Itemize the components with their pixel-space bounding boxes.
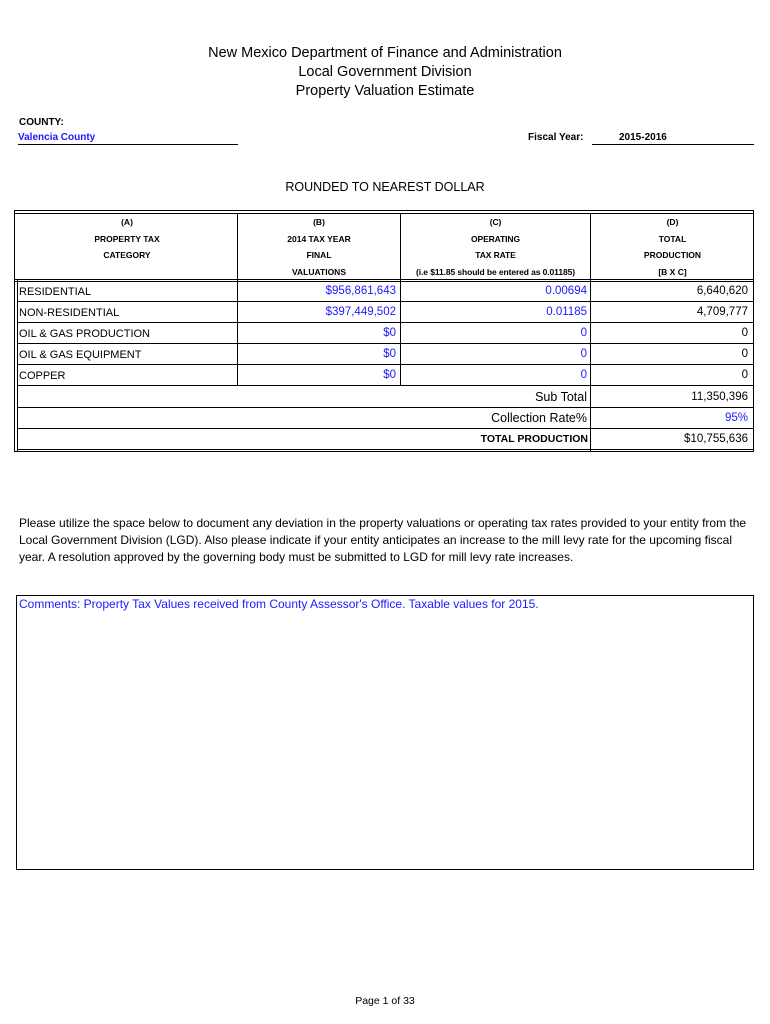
fiscal-year-field[interactable]: 2015-2016 (592, 132, 754, 145)
page-number: Page 1 of 33 (355, 995, 415, 1007)
form-title-line2: Local Government Division (298, 64, 472, 80)
row-rule (17, 449, 754, 450)
category-cell: COPPER (19, 370, 66, 382)
county-field[interactable]: Valencia County (18, 132, 238, 145)
valuation-cell[interactable]: $397,449,502 (325, 306, 396, 318)
fiscal-year-label: Fiscal Year: (528, 132, 584, 143)
production-cell: 0 (741, 348, 748, 360)
column-header-c: (C) OPERATING TAX RATE (i.e $11.85 should be entered as 0.01185) (416, 217, 575, 277)
valuation-cell[interactable]: $956,861,643 (325, 285, 396, 297)
column-header-d: (D) TOTAL PRODUCTION [B X C] (643, 217, 702, 277)
category-cell: NON-RESIDENTIAL (19, 307, 120, 319)
subtotal-value: 11,350,396 (691, 391, 748, 403)
total-production-value: $10,755,636 (684, 433, 748, 445)
collection-rate-label: Collection Rate% (491, 411, 587, 425)
production-cell: 0 (741, 369, 748, 381)
row-rule (17, 385, 754, 386)
form-title-line3: Property Valuation Estimate (295, 83, 475, 99)
production-cell: 0 (741, 327, 748, 339)
comments-box[interactable] (16, 595, 754, 870)
rate-cell[interactable]: 0.01185 (546, 306, 587, 318)
instructions-paragraph: Please utilize the space below to document any deviation in the property valuations or operating tax rates provided to your entity from the Local Government Division (LGD). Also please indicate if your entity anticipates an increase to the mill levy rate for the upcoming fiscal year. A resolution approved by the governing body must be submitted to LGD for mill levy rate increases. (19, 516, 747, 564)
county-label: COUNTY: (19, 117, 64, 128)
collection-rate-value[interactable]: 95% (724, 412, 748, 424)
comments-text: Comments: Property Tax Values received from County Assessor's Office. Taxable values for 2015. (19, 597, 539, 611)
rate-cell[interactable]: 0 (580, 327, 587, 339)
rate-cell[interactable]: 0 (580, 369, 587, 381)
production-cell: 4,709,777 (696, 306, 748, 318)
rounded-note: ROUNDED TO NEAREST DOLLAR (285, 180, 485, 194)
form-title-line1: New Mexico Department of Finance and Administration (208, 45, 562, 61)
rate-cell[interactable]: 0.00694 (545, 285, 587, 297)
valuation-cell[interactable]: $0 (383, 348, 396, 360)
rate-cell[interactable]: 0 (580, 348, 587, 360)
valuation-cell[interactable]: $0 (383, 327, 396, 339)
subtotal-label: Sub Total (535, 390, 587, 404)
production-cell: 6,640,620 (696, 285, 748, 297)
valuation-cell[interactable]: $0 (383, 369, 396, 381)
column-header-b: (B) 2014 TAX YEAR FINAL VALUATIONS (287, 217, 351, 277)
column-header-a: (A) PROPERTY TAX CATEGORY (94, 217, 160, 260)
total-production-label: TOTAL PRODUCTION (480, 433, 588, 445)
category-cell: RESIDENTIAL (19, 286, 92, 298)
category-cell: OIL & GAS EQUIPMENT (19, 349, 142, 361)
category-cell: OIL & GAS PRODUCTION (19, 328, 151, 340)
